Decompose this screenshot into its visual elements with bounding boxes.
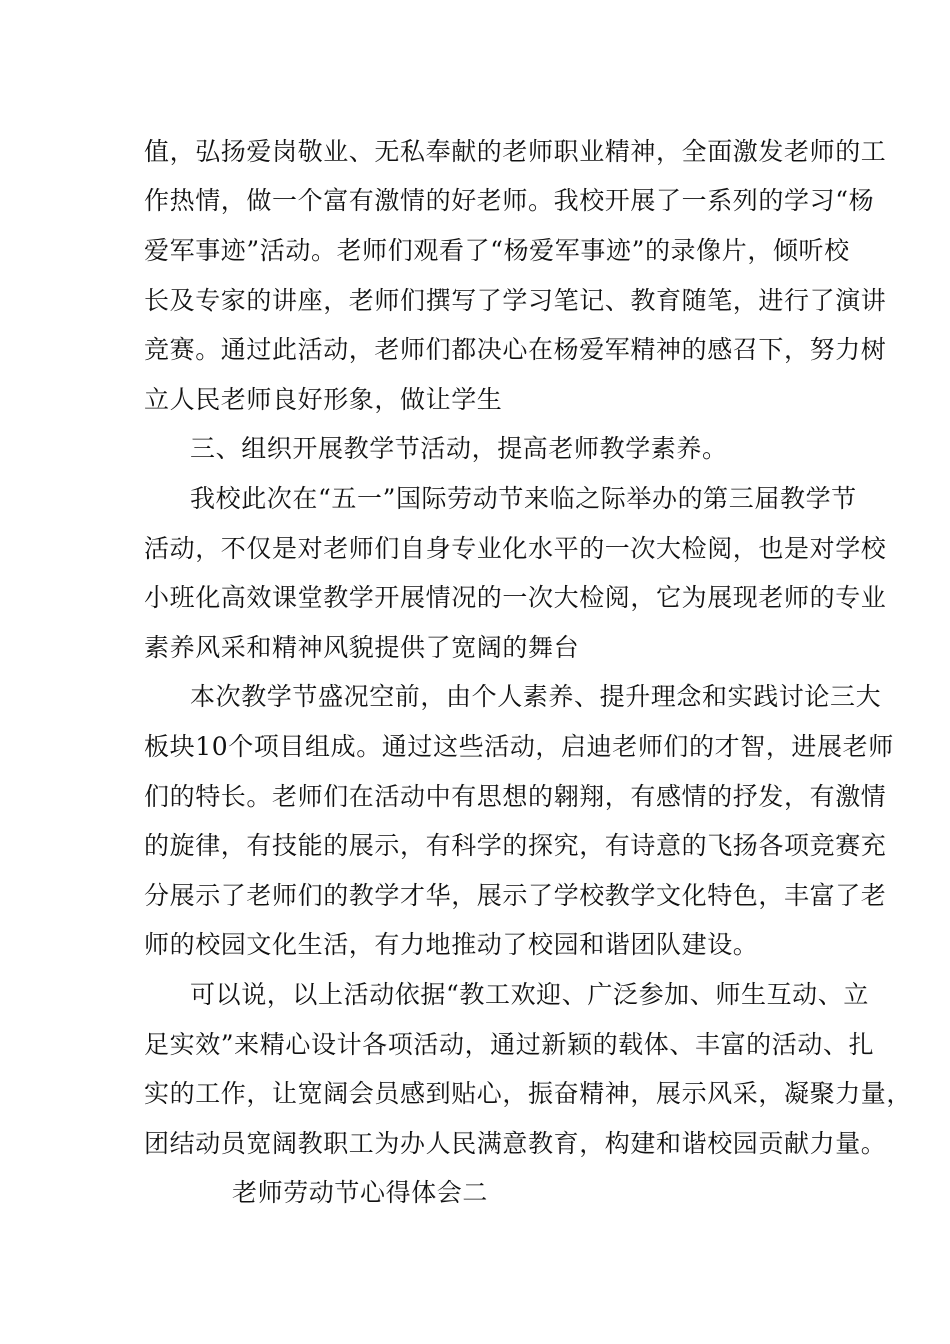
body-text-line: 长及专家的讲座，老师们撰写了学习笔记、教育随笔，进行了演讲: [144, 286, 887, 315]
body-text-line: 板块10个项目组成。通过这些活动，启迪老师们的才智，进展老师: [144, 732, 894, 761]
body-text-line: 可以说，以上活动依据“教工欢迎、广泛参加、师生互动、立: [190, 980, 869, 1009]
body-text-line: 的旋律，有技能的展示，有科学的探究，有诗意的飞扬各项竞赛充: [144, 831, 887, 860]
body-text-line: 活动，不仅是对老师们自身专业化水平的一次大检阅，也是对学校: [144, 534, 887, 563]
body-text-line: 分展示了老师们的教学才华，展示了学校教学文化特色，丰富了老: [144, 881, 887, 910]
body-text-line: 素养风采和精神风貌提供了宽阔的舞台: [144, 633, 580, 662]
body-text-line: 们的特长。老师们在活动中有思想的翱翔，有感情的抒发，有激情: [144, 782, 887, 811]
body-text-line: 爱军事迹”活动。老师们观看了“杨爱军事迹”的录像片，倾听校: [144, 236, 850, 265]
body-text-line: 足实效”来精心设计各项活动，通过新颖的载体、丰富的活动、扎: [144, 1030, 875, 1059]
body-text-line: 本次教学节盛况空前，由个人素养、提升理念和实践讨论三大: [190, 682, 882, 711]
body-text-line: 小班化高效课堂教学开展情况的一次大检阅，它为展现老师的专业: [144, 583, 887, 612]
body-text-line: 实的工作，让宽阔会员感到贴心，振奋精神，展示风采，凝聚力量，: [144, 1079, 913, 1108]
body-text-line: 竞赛。通过此活动，老师们都决心在杨爱军精神的感召下，努力树: [144, 335, 887, 364]
section-heading: 三、组织开展教学节活动，提高老师教学素养。: [190, 434, 728, 463]
body-text-line: 值，弘扬爱岗敬业、无私奉献的老师职业精神，全面激发老师的工: [144, 137, 887, 166]
body-text-line: 我校此次在“五一”国际劳动节来临之际举办的第三届教学节: [190, 484, 857, 513]
body-text-line: 作热情，做一个富有激情的好老师。我校开展了一系列的学习“杨: [144, 186, 875, 215]
body-text-line: 师的校园文化生活，有力地推动了校园和谐团队建设。: [144, 930, 759, 959]
document-subtitle: 老师劳动节心得体会二: [232, 1178, 489, 1207]
body-text-line: 立人民老师良好形象，做让学生: [144, 385, 503, 414]
body-text-line: 团结动员宽阔教职工为办人民满意教育，构建和谐校园贡献力量。: [144, 1129, 887, 1158]
